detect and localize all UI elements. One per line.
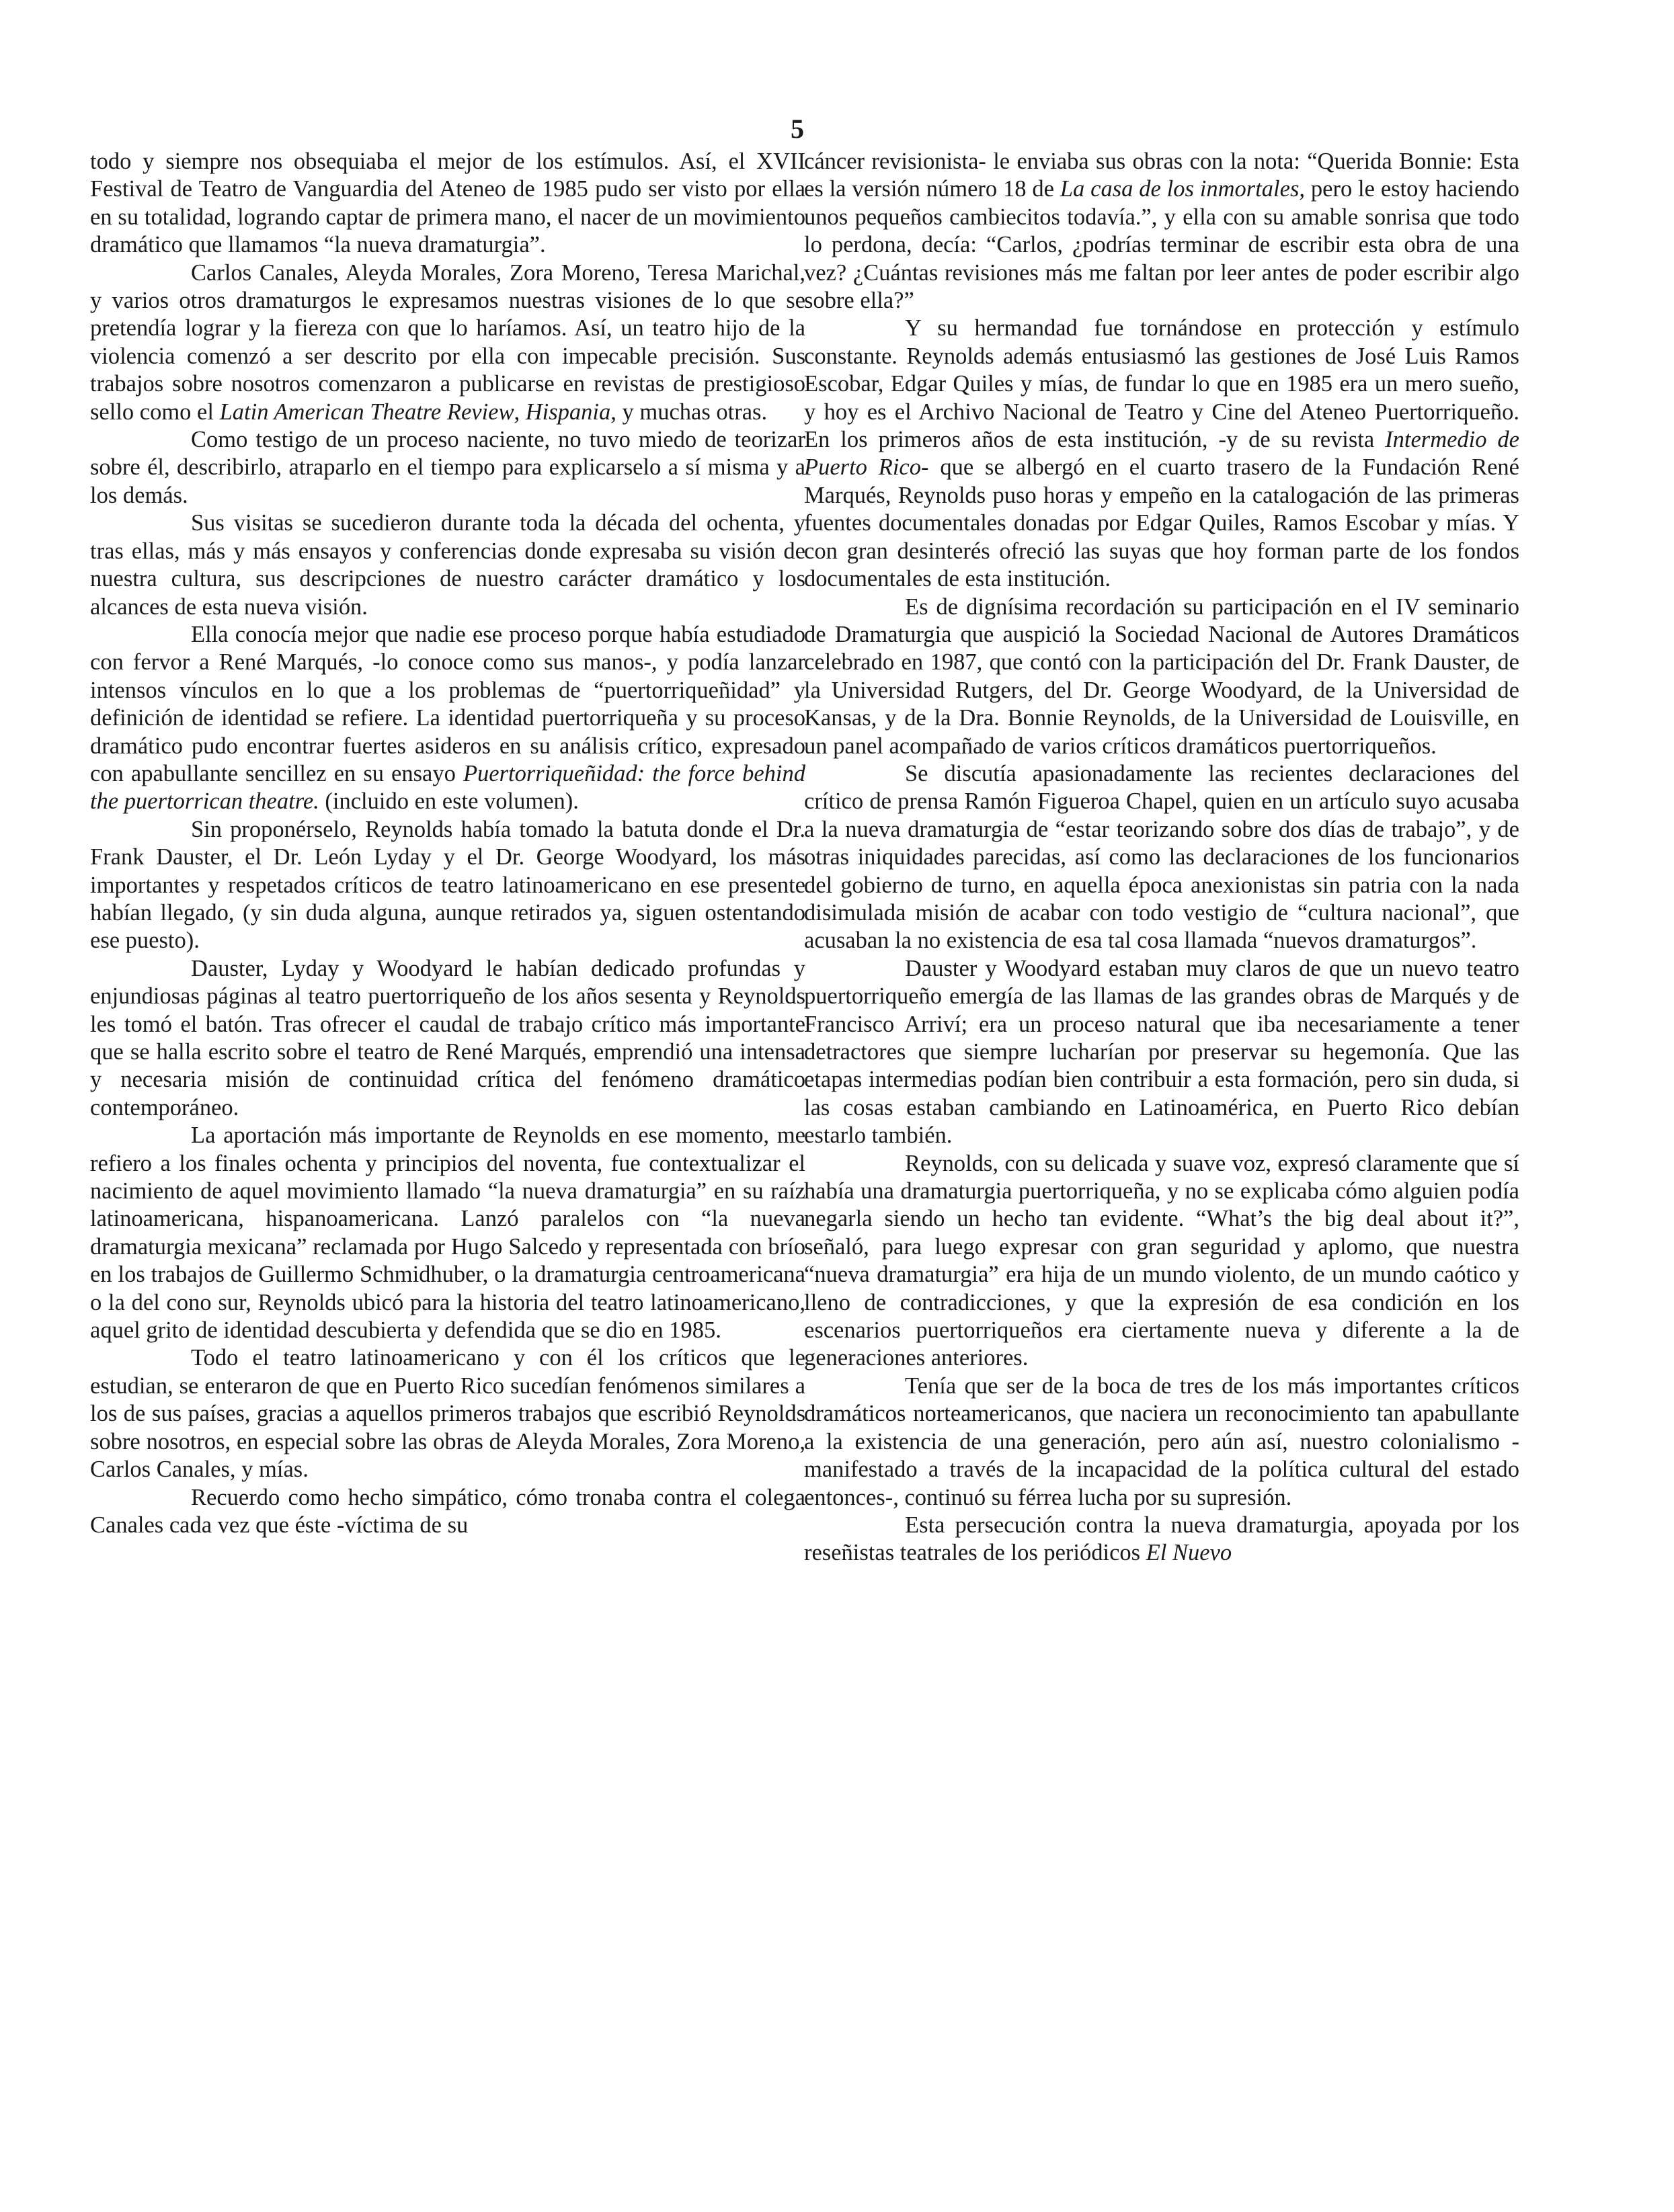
page-number: 5: [791, 114, 804, 144]
paragraph: Sus visitas se sucedieron durante toda la década del ochenta, y tras ellas, más y más ensayos y conferencias donde expresaba su visión de nuestra cultura, sus descripciones de nuestro carácter dramático y los alcances de esta nueva visión.: [90, 510, 805, 620]
paragraph: Reynolds, con su delicada y suave voz, expresó claramente que sí había una dramaturgia puertorriqueña, y no se explicaba cómo alguien podía negarla siendo un hecho tan evidente. “What’s the big deal about it?”, señaló, para luego expresar con gran seguridad y aplomo, que nuestra “nueva dramaturgia” era hija de un mundo violento, de un mundo caótico y lleno de contradicciones, y que la expresión de esa condición en los escenarios puertorriqueños era ciertamente nueva y diferente a la de generaciones anteriores.: [804, 1150, 1519, 1371]
paragraph: Como testigo de un proceso naciente, no tuvo miedo de teorizar sobre él, describirlo, atraparlo en el tiempo para explicarselo a sí misma y a los demás.: [90, 427, 805, 508]
right-column: [804, 148, 1519, 1567]
journal-title: Intermedio de Puerto Rico-: [804, 427, 1519, 481]
paragraph: Dauster y Woodyard estaban muy claros de que un nuevo teatro puertorriqueño emergía de las llamas de las grandes obras de Marqués y de Francisco Arriví; era un proceso natural que iba necesariamente a tener detractores que siempre lucharían por preservar su hegemonía. Que las etapas intermedias podían bien contribuir a esta formación, pero sin duda, si las cosas estaban cambiando en Latinoamérica, en Puerto Rico debían estarlo también.: [804, 955, 1519, 1149]
paragraph: Todo el teatro latinoamericano y con él los críticos que le estudian, se enteraron de que en Puerto Rico sucedían fenómenos similares a los de sus países, gracias a aquellos primeros trabajos que escribió Reynolds sobre nosotros, en especial sobre las obras de Aleyda Morales, Zora Moreno, Carlos Canales, y mías.: [90, 1345, 805, 1483]
journal-title: Hispania: [525, 399, 611, 425]
paragraph: Ella conocía mejor que nadie ese proceso porque había estudiado con fervor a René Marqués, -lo conoce como sus manos-, y podía lanzar intensos vínculos en lo que a los problemas de “puertorriqueñidad” y definición de identidad se refiere. La identidad puertorriqueña y su proceso dramático pudo encontrar fuertes asideros en su análisis crítico, expresado con apabullante sencillez en su ensayo Puertorriqueñidad: the force behind the puertorrican theatre. (incluido en este volumen).: [90, 621, 806, 815]
paragraph: Carlos Canales, Aleyda Morales, Zora Moreno, Teresa Marichal, y varios otros dramaturgos le expresamos nuestras visiones de lo que se pretendía lograr y la fiereza con que lo haríamos. Así, un teatro hijo de la violencia comenzó a ser descrito por ella con impecable precisión. Sus trabajos sobre nosotros comenzaron a publicarse en revistas de prestigioso sello como el Latin American Theatre Review, Hispania, y muchas otras.: [90, 259, 805, 425]
paragraph: cáncer revisionista- le enviaba sus obras con la nota: “Querida Bonnie: Esta es la versión número 18 de La casa de los inmortales, pero le estoy haciendo unos pequeños cambiecitos todavía.”, y ella con su amable sonrisa que todo lo perdona, decía: “Carlos, ¿podrías terminar de escribir esta obra de una vez? ¿Cuántas revisiones más me faltan por leer antes de poder escribir algo sobre ella?”: [804, 149, 1520, 314]
paragraph: Dauster, Lyday y Woodyard le habían dedicado profundas y enjundiosas páginas al teatro puertorriqueño de los años sesenta y Reynolds les tomó el batón. Tras ofrecer el caudal de trabajo crítico más importante que se halla escrito sobre el teatro de René Marqués, emprendió una intensa y necesaria misión de continuidad crítica del fenómeno dramático contemporáneo.: [90, 955, 805, 1120]
newspaper-title: El Nuevo: [1146, 1540, 1232, 1566]
left-column: [90, 148, 805, 1539]
journal-title: Latin American Theatre Review: [219, 399, 514, 425]
paragraph: Recuerdo como hecho simpático, cómo tronaba contra el colega Canales cada vez que éste -víctima de su: [90, 1484, 805, 1538]
paragraph: Y su hermandad fue tornándose en protección y estímulo constante. Reynolds además entusiasmó las gestiones de José Luis Ramos Escobar, Edgar Quiles y mías, de fundar lo que en 1985 era un mero sueño, y hoy es el Archivo Nacional de Teatro y Cine del Ateneo Puertorriqueño. En los primeros años de esta institución, -y de su revista Intermedio de Puerto Rico- que se albergó en el cuarto trasero de la Fundación René Marqués, Reynolds puso horas y empeño en la catalogación de las primeras fuentes documentales donadas por Edgar Quiles, Ramos Escobar y mías. Y con gran desinterés ofreció las suyas que hoy forman parte de los fondos documentales de esta institución.: [804, 315, 1519, 592]
paragraph: Sin proponérselo, Reynolds había tomado la batuta donde el Dr. Frank Dauster, el Dr. León Lyday y el Dr. George Woodyard, los más importantes y respetados críticos de teatro latinoamericano en ese presente habían llegado, (y sin duda alguna, aunque retirados ya, siguen ostentando ese puesto).: [90, 816, 805, 954]
paragraph: Tenía que ser de la boca de tres de los más importantes críticos dramáticos norteamericanos, que naciera un reconocimiento tan apabullante a la existencia de una generación, pero aún así, nuestro colonialismo -manifestado a través de la incapacidad de la política cultural del estado entonces-, continuó su férrea lucha por su supresión.: [804, 1373, 1519, 1510]
paragraph: Esta persecución contra la nueva dramaturgia, apoyada por los reseñistas teatrales de los periódicos El Nuevo: [804, 1512, 1519, 1566]
paragraph: Es de dignísima recordación su participación en el IV seminario de Dramaturgia que auspició la Sociedad Nacional de Autores Dramáticos celebrado en 1987, que contó con la participación del Dr. Frank Dauster, de la Universidad Rutgers, del Dr. George Woodyard, de la Universidad de Kansas, y de la Dra. Bonnie Reynolds, de la Universidad de Louisville, en un panel acompañado de varios críticos dramáticos puertorriqueños.: [804, 593, 1519, 759]
paragraph: Se discutía apasionadamente las recientes declaraciones del crítico de prensa Ramón Figueroa Chapel, quien en un artículo suyo acusaba a la nueva dramaturgia de “estar teorizando sobre dos días de trabajo”, y de otras iniquidades parecidas, así como las declaraciones de los funcionarios del gobierno de turno, en aquella época anexionistas sin patria con la nada disimulada misión de acabar con todo vestigio de “cultura nacional”, que acusaban la no existencia de esa tal cosa llamada “nuevos dramaturgos”.: [804, 760, 1519, 954]
essay-title: Puertorriqueñidad: the force behind the puertorrican theatre.: [90, 760, 806, 815]
paragraph: todo y siempre nos obsequiaba el mejor de los estímulos. Así, el XVII Festival de Teatro de Vanguardia del Ateneo de 1985 pudo ser visto por ella en su totalidad, logrando captar de primera mano, el nacer de un movimiento dramático que llamamos “la nueva dramaturgia”.: [90, 149, 805, 258]
play-title: La casa de los inmortales,: [1060, 176, 1306, 202]
paragraph: La aportación más importante de Reynolds en ese momento, me refiero a los finales ochenta y principios del noventa, fue contextualizar el nacimiento de aquel movimiento llamado “la nueva dramaturgia” en su raíz latinoamericana, hispanoamericana. Lanzó paralelos con “la nueva dramaturgia mexicana” reclamada por Hugo Salcedo y representada con brío en los trabajos de Guillermo Schmidhuber, o la dramaturgia centroamericana o la del cono sur, Reynolds ubicó para la historia del teatro latinoamericano, aquel grito de identidad descubierta y defendida que se dio en 1985.: [90, 1122, 805, 1344]
